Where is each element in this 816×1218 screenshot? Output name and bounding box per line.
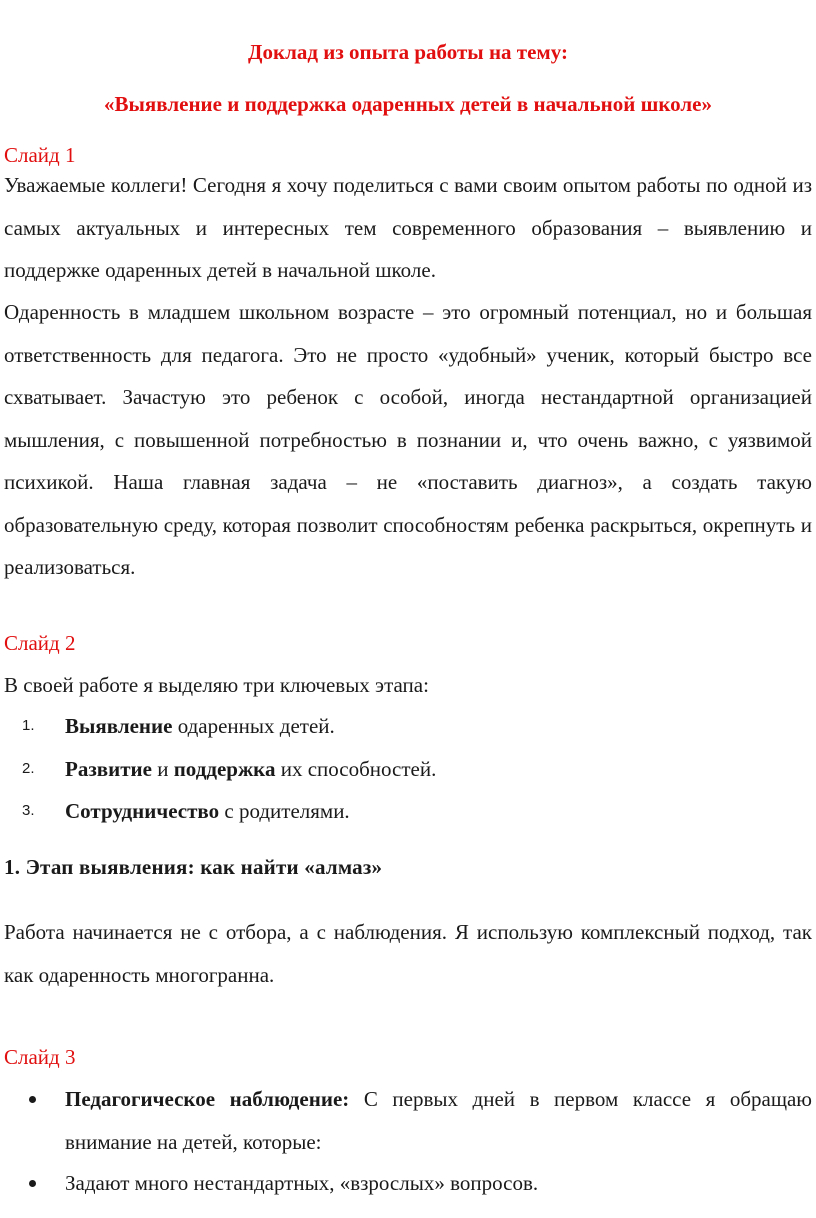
slide2-label: Слайд 2 bbox=[4, 631, 76, 655]
list-item-text: Развитие и поддержка их способностей. bbox=[65, 757, 437, 781]
slide1-paragraph2: Одаренность в младшем школьном возрасте – это огромный потенциал, но и большая ответственность для педагога. Это не просто «удобный» ученик, который быстро все схватывает. Зачастую это ребенок с особой, иногда нестандартной организацией мышления, с повышенной потребностью в познании и, что очень важно, с уязвимой психикой. Наша главная задача – не «поставить диагноз», а создать такую образовательную среду, которая позволит способностям ребенка раскрыться, окрепнуть и реализоваться. bbox=[4, 300, 812, 579]
section-heading: 1. Этап выявления: как найти «алмаз» bbox=[4, 855, 383, 879]
bullet-text: Педагогическое наблюдение: С первых дней в первом классе я обращаю внимание на детей, которые: bbox=[65, 1087, 812, 1154]
slide1-paragraph1: Уважаемые коллеги! Сегодня я хочу поделиться с вами своим опытом работы по одной из самых актуальных и интересных тем современного образования – выявлению и поддержке одаренных детей в начальной школе. bbox=[4, 173, 812, 282]
list-number: 1. bbox=[22, 717, 35, 734]
list-number: 2. bbox=[22, 760, 35, 777]
list-item bbox=[0, 790, 816, 832]
slide2-intro: В своей работе я выделяю три ключевых этапа: bbox=[4, 673, 429, 697]
bullet-dot bbox=[29, 1096, 36, 1103]
bullet-dot bbox=[29, 1180, 36, 1187]
slide2-paragraph: Работа начинается не с отбора, а с наблюдения. Я использую комплексный подход, так как одаренность многогранна. bbox=[4, 920, 812, 987]
document-title-line1: Доклад из опыта работы на тему: bbox=[248, 40, 568, 64]
list-item-text: Выявление одаренных детей. bbox=[65, 714, 335, 738]
slide3-label: Слайд 3 bbox=[4, 1045, 76, 1069]
bullet-text: Задают много нестандартных, «взрослых» вопросов. bbox=[65, 1171, 539, 1195]
slide1-label: Слайд 1 bbox=[4, 143, 76, 167]
list-item bbox=[0, 705, 816, 747]
list-item bbox=[0, 748, 816, 790]
list-item-text: Сотрудничество с родителями. bbox=[65, 799, 350, 823]
list-number: 3. bbox=[22, 802, 35, 819]
document-title-line2: «Выявление и поддержка одаренных детей в начальной школе» bbox=[104, 92, 712, 116]
